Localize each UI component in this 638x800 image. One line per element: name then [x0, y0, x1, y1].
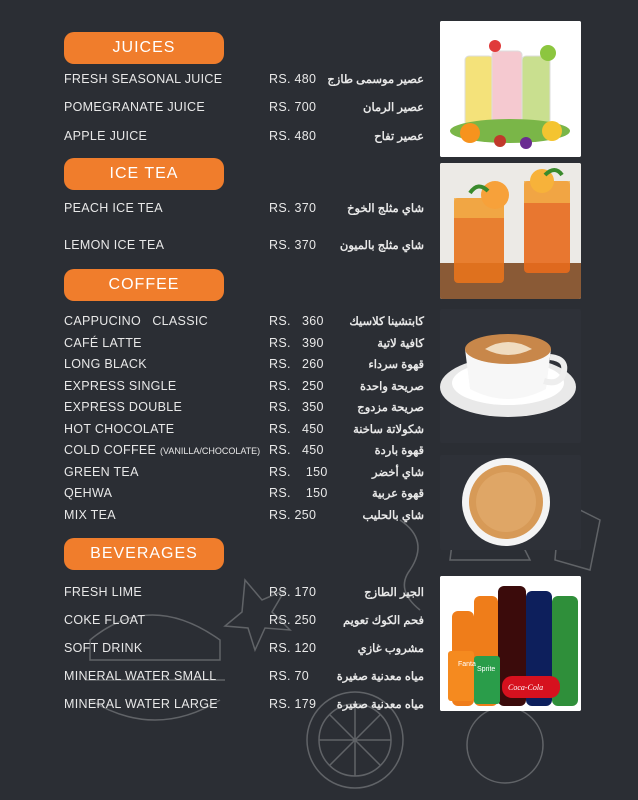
section-title-coffee: COFFEE	[64, 269, 224, 301]
item-name-wrap	[64, 443, 260, 457]
item-name: LEMON ICE TEA	[64, 238, 165, 252]
item-name: COLD COFFEE	[64, 443, 157, 457]
item-price: RS. 70	[269, 669, 310, 683]
section-title-beverages: BEVERAGES	[64, 538, 224, 570]
item-name: COKE FLOAT	[64, 613, 146, 627]
tea-photo	[440, 455, 581, 550]
menu-item	[64, 443, 424, 461]
item-price: RS. 179	[269, 697, 317, 711]
menu-item	[64, 697, 424, 715]
menu-item	[64, 422, 424, 440]
item-name: MINERAL WATER LARGE	[64, 697, 218, 711]
item-arabic-name: شاي مثلج بالميون	[339, 240, 424, 252]
item-arabic-name: صريحة مزدوج	[357, 402, 424, 414]
item-price: RS. 150	[269, 465, 328, 479]
menu-item	[64, 465, 424, 483]
item-name: CAPPUCINO CLASSIC	[64, 314, 208, 328]
item-arabic-name: عصير موسمى طازج	[327, 74, 424, 86]
item-arabic-name: شاي بالحليب	[362, 510, 424, 522]
item-name: EXPRESS DOUBLE	[64, 400, 183, 414]
item-price: RS. 480	[269, 72, 317, 86]
item-price: RS. 370	[269, 238, 317, 252]
menu-item	[64, 641, 424, 659]
item-price: RS. 260	[269, 357, 324, 371]
item-price: RS. 390	[269, 336, 324, 350]
menu-item	[64, 357, 424, 375]
item-arabic-name: كافية لاتية	[377, 338, 424, 350]
item-price: RS. 170	[269, 585, 317, 599]
item-price: RS. 120	[269, 641, 317, 655]
item-arabic-name: كابتشينا كلاسيك	[349, 316, 424, 328]
soft-drinks-photo	[440, 576, 581, 711]
menu-item	[64, 585, 424, 603]
item-price: RS. 350	[269, 400, 324, 414]
item-arabic-name: قهوة سرداء	[368, 359, 424, 371]
item-arabic-name: شاي أخضر	[372, 467, 424, 479]
item-price: RS. 250	[269, 508, 317, 522]
item-arabic-name: مشروب غازي	[357, 643, 424, 655]
item-name: PEACH ICE TEA	[64, 201, 163, 215]
menu-item	[64, 400, 424, 418]
item-note: (VANILLA/CHOCOLATE)	[159, 446, 261, 456]
juices-photo	[440, 21, 581, 157]
item-arabic-name: مياه معدنية صغيرة	[336, 671, 424, 683]
item-arabic-name: قهوة عربية	[371, 488, 424, 500]
menu-item	[64, 486, 424, 504]
item-arabic-name: عصير تفاح	[374, 131, 424, 143]
item-arabic-name: شاي مثلج الخوخ	[347, 203, 424, 215]
item-price: RS. 150	[269, 486, 328, 500]
item-arabic-name: شكولاتة ساخنة	[353, 424, 424, 436]
menu-item	[64, 100, 424, 118]
item-price: RS. 370	[269, 201, 317, 215]
menu-item	[64, 129, 424, 147]
item-name: FRESH LIME	[64, 585, 143, 599]
menu-item	[64, 508, 424, 526]
item-name: MINERAL WATER SMALL	[64, 669, 217, 683]
menu-item	[64, 72, 424, 90]
menu-item	[64, 238, 424, 256]
item-name: SOFT DRINK	[64, 641, 143, 655]
item-name: EXPRESS SINGLE	[64, 379, 177, 393]
item-name: CAFÉ LATTE	[64, 336, 142, 350]
item-price: RS. 700	[269, 100, 317, 114]
item-name: GREEN TEA	[64, 465, 139, 479]
menu-item	[64, 613, 424, 631]
item-price: RS. 450	[269, 443, 324, 457]
item-name: APPLE JUICE	[64, 129, 148, 143]
coffee-photo	[440, 309, 581, 443]
item-price: RS. 450	[269, 422, 324, 436]
item-name: HOT CHOCOLATE	[64, 422, 175, 436]
item-arabic-name: الجير الطازج	[364, 587, 424, 599]
section-title-ice-tea: ICE TEA	[64, 158, 224, 190]
item-arabic-name: صريحة واحدة	[359, 381, 424, 393]
item-name: QEHWA	[64, 486, 113, 500]
menu-item	[64, 201, 424, 219]
item-arabic-name: عصير الرمان	[363, 102, 424, 114]
item-arabic-name: قهوة باردة	[374, 445, 424, 457]
cocacola-label: Coca-Cola	[508, 683, 544, 692]
item-arabic-name: فحم الكوك تعويم	[343, 615, 424, 627]
item-price: RS. 250	[269, 613, 317, 627]
item-name: LONG BLACK	[64, 357, 147, 371]
ice-tea-photo	[440, 163, 581, 299]
item-name: FRESH SEASONAL JUICE	[64, 72, 223, 86]
sprite-label: Sprite	[477, 666, 496, 673]
menu-item	[64, 336, 424, 354]
fanta-label: Fanta	[458, 661, 476, 668]
item-price: RS. 250	[269, 379, 324, 393]
section-title-juices: JUICES	[64, 32, 224, 64]
item-arabic-name: مياه معدنية صغيرة	[336, 699, 424, 711]
menu-item	[64, 379, 424, 397]
item-name: POMEGRANATE JUICE	[64, 100, 205, 114]
menu-item	[64, 314, 424, 332]
item-price: RS. 360	[269, 314, 324, 328]
item-name: MIX TEA	[64, 508, 116, 522]
item-price: RS. 480	[269, 129, 317, 143]
menu-item	[64, 669, 424, 687]
